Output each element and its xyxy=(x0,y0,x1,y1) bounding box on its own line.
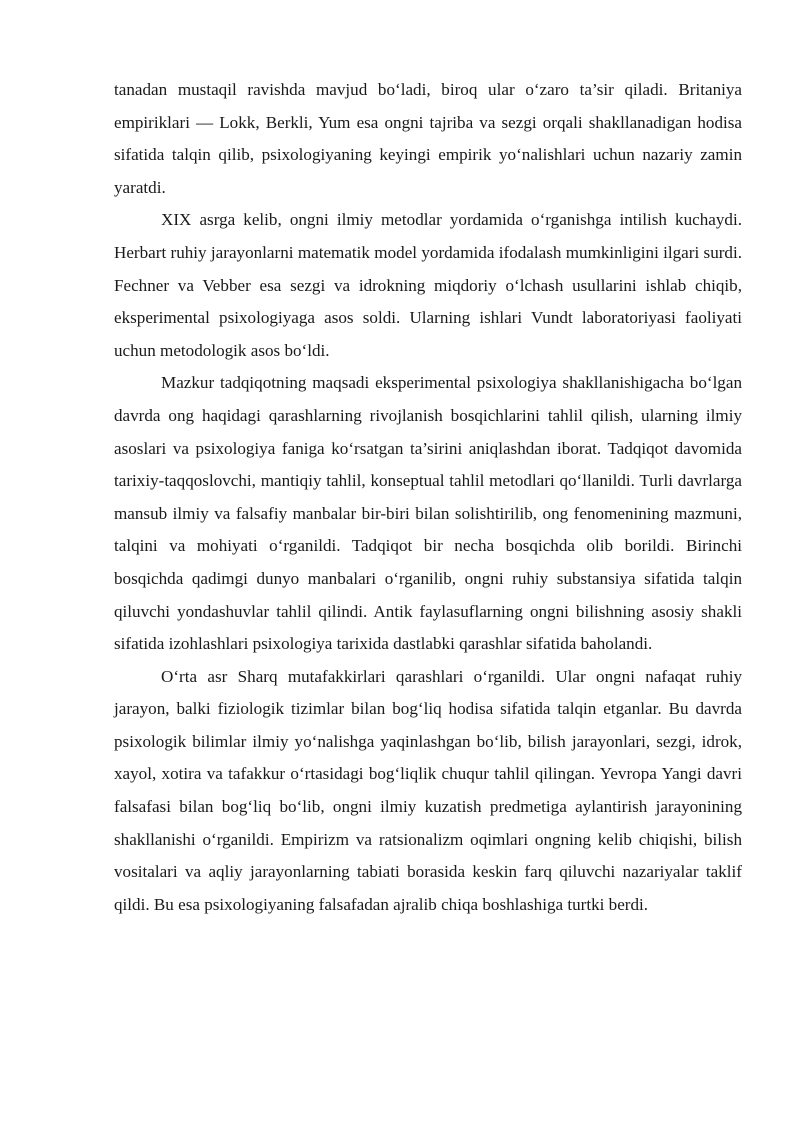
paragraph-4: O‘rta asr Sharq mutafakkirlari qarashlari o‘rganildi. Ular ongni nafaqat ruhiy jarayon, balki fiziologik tizimlar bilan bog‘liq hodisa sifatida talqin etganlar. Bu davrda psixologik bilimlar ilmiy yo‘nalishga yaqinlashgan bo‘lib, bilish jarayonlari, sezgi, idrok, xayol, xotira va tafakkur o‘rtasidagi bog‘liqlik chuqur tahlil qilingan. Yevropa Yangi davri falsafasi bilan bog‘liq bo‘lib, ongni ilmiy kuzatish predmetiga aylantirish jarayonining shakllanishi o‘rganildi. Empirizm va ratsionalizm oqimlari ongning kelib chiqishi, bilish vositalari va aqliy jarayonlarning tabiati borasida keskin farq qiluvchi nazariyalar taklif qildi. Bu esa psixologiyaning falsafadan ajralib chiqa boshlashiga turtki berdi. xyxy=(114,666,742,914)
paragraph-1: tanadan mustaqil ravishda mavjud bo‘ladi, biroq ular o‘zaro ta’sir qiladi. Britaniya empiriklari — Lokk, Berkli, Yum esa ongni tajriba va sezgi orqali shakllanadigan hodisa sifatida talqin qilib, psixologiyaning keyingi empirik yo‘nalishlari uchun nazariy zamin yaratdi. xyxy=(114,80,742,197)
paragraph-2: XIX asrga kelib, ongni ilmiy metodlar yordamida o‘rganishga intilish kuchaydi. Herbart ruhiy jarayonlarni matematik model yordamida ifodalash mumkinligini ilgari surdi. Fechner va Vebber esa sezgi va idrokning miqdoriy o‘lchash usullarini ishlab chiqib, eksperimental psixologiyaga asos soldi. Ularning ishlari Vundt laboratoriyasi faoliyati uchun metodologik asos bo‘ldi. xyxy=(114,210,742,360)
body-text xyxy=(114,74,742,921)
paragraph-3: Mazkur tadqiqotning maqsadi eksperimental psixologiya shakllanishigacha bo‘lgan davrda ong haqidagi qarashlarning rivojlanish bosqichlarini tahlil qilish, ularning ilmiy asoslari va psixologiya faniga ko‘rsatgan ta’sirini aniqlashdan iborat. Tadqiqot davomida tarixiy-taqqoslovchi, mantiqiy tahlil, konseptual tahlil metodlari qo‘llanildi. Turli davrlarga mansub ilmiy va falsafiy manbalar bir-biri bilan solishtirilib, ong fenomenining mazmuni, talqini va mohiyati o‘rganildi. Tadqiqot bir necha bosqichda olib borildi. Birinchi bosqichda qadimgi dunyo manbalari o‘rganilib, ongni ruhiy substansiya sifatida talqin qiluvchi yondashuvlar tahlil qilindi. Antik faylasuflarning ongni bilishning asosiy shakli sifatida izohlashlari psixologiya tarixida dastlabki qarashlar sifatida baholandi. xyxy=(114,373,742,654)
